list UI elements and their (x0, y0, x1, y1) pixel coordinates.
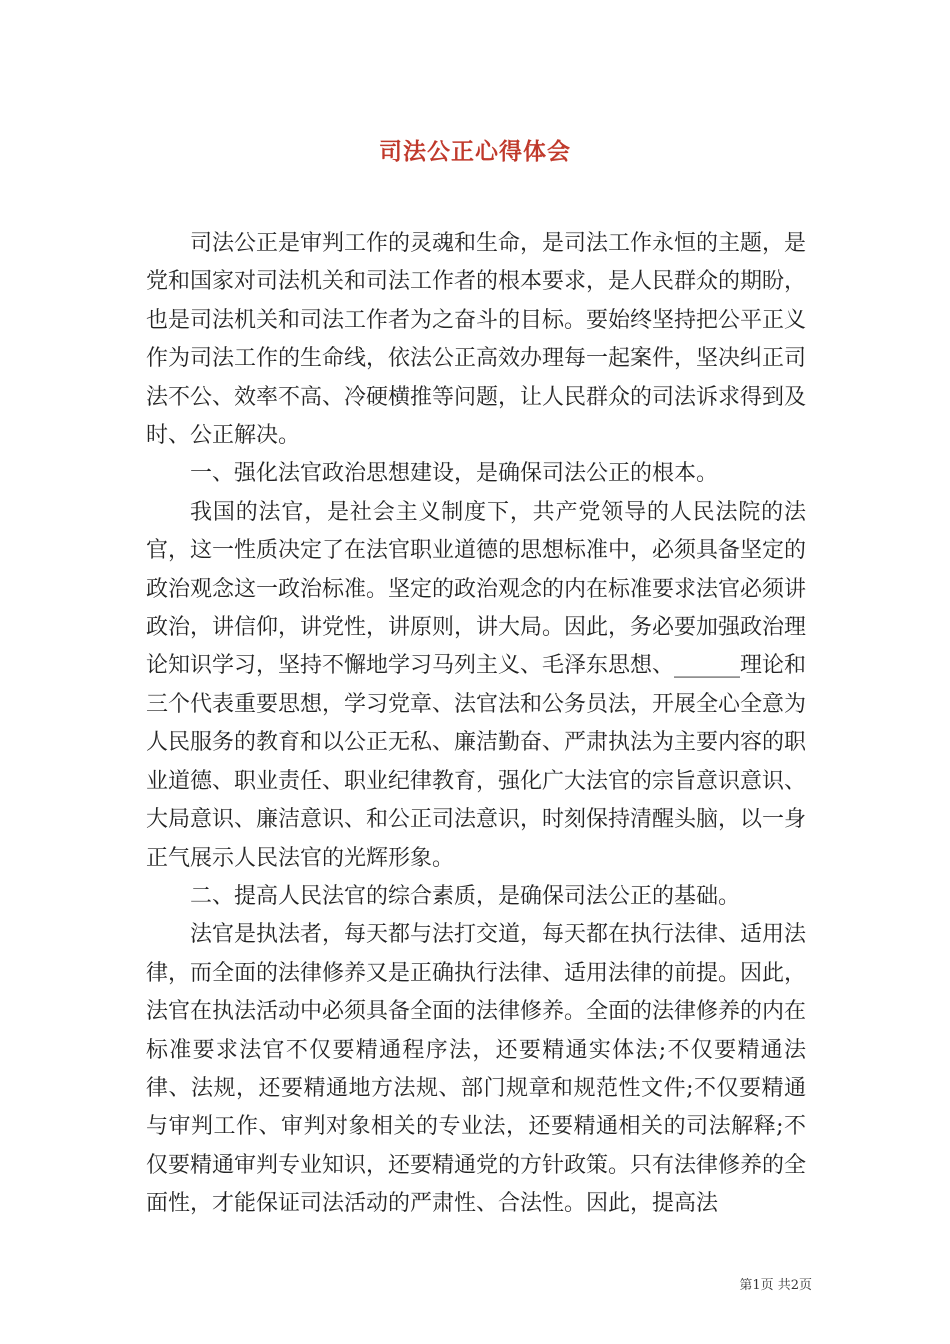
paragraph-section-1: 我国的法官，是社会主义制度下，共产党领导的人民法院的法官，这一性质决定了在法官职业道德的思想标准中，必须具备坚定的政治观念这一政治标准。坚定的政治观念的内在标准要求法官必须讲政治，讲信仰，讲党性，讲原则，讲大局。因此，务必要加强政治理论知识学习，坚持不懈地学习马列主义、毛泽东思想、______理论和三个代表重要思想，学习党章、法官法和公务员法，开展全心全意为人民服务的教育和以公正无私、廉洁勤奋、严肃执法为主要内容的职业道德、职业责任、职业纪律教育，强化广大法官的宗旨意识意识、大局意识、廉洁意识、和公正司法意识，时刻保持清醒头脑，以一身正气展示人民法官的光辉形象。 (146, 499, 807, 871)
section-heading-1: 一、强化法官政治思想建设，是确保司法公正的根本。 (190, 461, 719, 487)
section-heading-2: 二、提高人民法官的综合素质，是确保司法公正的基础。 (190, 883, 741, 909)
document-body (146, 225, 806, 1224)
paragraph-section-2: 法官是执法者，每天都与法打交道，每天都在执行法律、适用法律，而全面的法律修养又是正确执行法律、适用法律的前提。因此，法官在执法活动中必须具备全面的法律修养。全面的法律修养的内在标准要求法官不仅要精通程序法，还要精通实体法;不仅要精通法律、法规，还要精通地方法规、部门规章和规范性文件;不仅要精通与审判工作、审判对象相关的专业法，还要精通相关的司法解释;不仅要精通审判专业知识，还要精通党的方针政策。只有法律修养的全面性，才能保证司法活动的严肃性、合法性。因此，提高法 (146, 922, 807, 1217)
page-number-footer: 第1页 共2页 (739, 1278, 812, 1293)
document-title: 司法公正心得体会 (379, 138, 571, 165)
paragraph-intro: 司法公正是审判工作的灵魂和生命，是司法工作永恒的主题，是党和国家对司法机关和司法工作者的根本要求，是人民群众的期盼，也是司法机关和司法工作者为之奋斗的目标。要始终坚持把公平正义作为司法工作的生命线，依法公正高效办理每一起案件，坚决纠正司法不公、效率不高、冷硬横推等问题，让人民群众的司法诉求得到及时、公正解决。 (146, 231, 807, 449)
